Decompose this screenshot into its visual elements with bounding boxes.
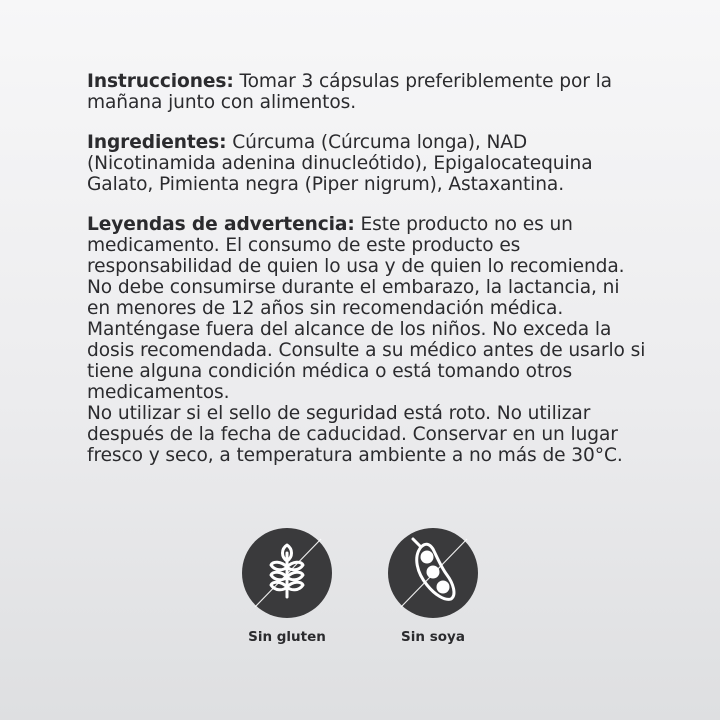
soybean-crossed-icon xyxy=(387,527,479,619)
soy-free-label: Sin soya xyxy=(401,629,465,645)
ingredients-label: Ingredientes: xyxy=(87,132,227,153)
product-info-text xyxy=(87,71,647,466)
gluten-free-badge xyxy=(232,527,342,645)
wheat-crossed-icon xyxy=(241,527,333,619)
storage-paragraph: No utilizar si el sello de seguridad está roto. No utilizar después de la fecha de caducidad. Conservar en un lugar fresco y seco, a temperatura ambiente a no más de 30°C. xyxy=(87,403,623,466)
soy-free-badge xyxy=(378,527,488,645)
warnings-text: Este producto no es un medicamento. El consumo de este producto es responsabilidad de quien lo usa y de quien lo recomienda. No debe consumirse durante el embarazo, la lactancia, ni en menores de 12 años sin recomendación médica. Manténgase fuera del alcance de los niños. No exceda la dosis recomendada. Consulte a su médico antes de usarlo si tiene alguna condición médica o está tomando otros medicamentos. xyxy=(87,214,646,403)
badge-row xyxy=(0,527,720,657)
ingredients-text: Cúrcuma (Cúrcuma longa), NAD (Nicotinamida adenina dinucleótido), Epigalocatequina Galato, Pimienta negra (Piper nigrum), Astaxantina. xyxy=(87,132,593,195)
instructions-label: Instrucciones: xyxy=(87,71,234,92)
warnings-label: Leyendas de advertencia: xyxy=(87,214,355,235)
ingredients-paragraph xyxy=(87,132,647,195)
instructions-text: Tomar 3 cápsulas preferiblemente por la mañana junto con alimentos. xyxy=(87,71,612,113)
instructions-paragraph xyxy=(87,71,647,113)
gluten-free-label: Sin gluten xyxy=(248,629,326,645)
warnings-paragraph xyxy=(87,214,647,403)
